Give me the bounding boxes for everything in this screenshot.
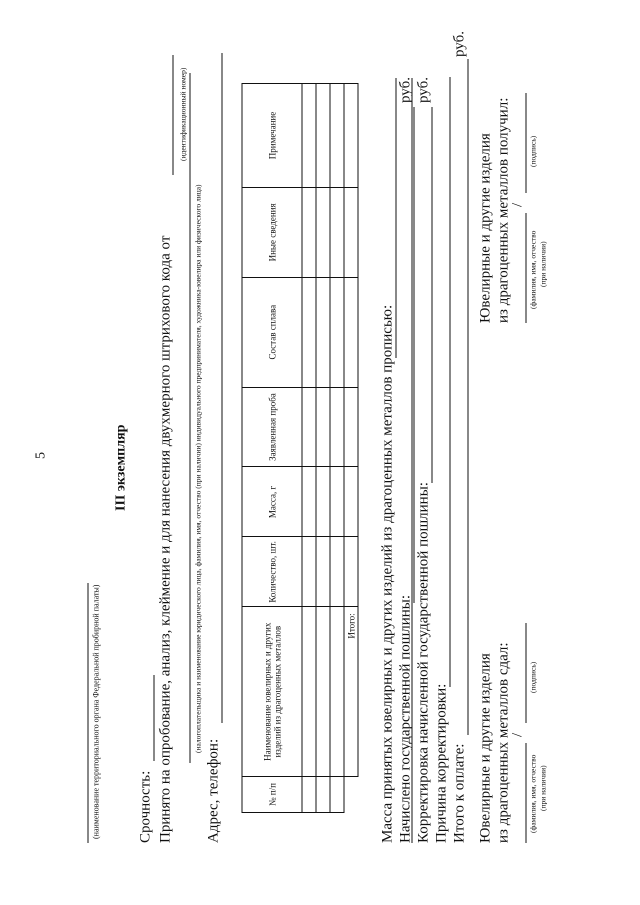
payer-caption: (налогоплательщика и наименование юридического лица, фамилия, имя, отчество (при наличии) индивидуального предпринимателя, художника-ювелира или физического лица) — [193, 183, 203, 753]
mass-words-label: Масса принятых ювелирных и других изделий из драгоценных металлов прописью: — [379, 304, 396, 843]
id-number-field[interactable] — [173, 55, 174, 175]
correction-reason-field[interactable] — [450, 77, 451, 687]
fee-correction-field[interactable] — [432, 107, 433, 483]
received-signature-caption: (подпись) — [528, 135, 538, 167]
col-header-quantity: Количество, шт. — [242, 536, 302, 606]
total-pay-label: Итого к оплате: — [451, 743, 468, 843]
handed-over-name-field[interactable] — [526, 743, 527, 843]
table-row[interactable] — [330, 83, 344, 812]
total-pay-field[interactable] — [468, 59, 469, 735]
address-label: Адрес, телефон: — [205, 738, 222, 843]
received-name-field[interactable] — [526, 213, 527, 323]
col-header-number: № п/п — [242, 776, 302, 812]
table-row[interactable] — [302, 83, 316, 812]
copy-title: III экземпляр — [113, 424, 129, 511]
col-header-name: Наименование ювелирных и других изделий из драгоценных металлов — [242, 606, 302, 776]
handed-over-signature-caption: (подпись) — [528, 661, 538, 693]
col-header-note: Примечание — [242, 83, 302, 187]
handed-over-name-caption: (фамилия, имя, отчество — [528, 754, 538, 833]
accepted-text: Принято на опробование, анализ, клеймение и для нанесения двухмерного штрихового кода от — [157, 235, 174, 843]
handed-over-slash: / — [509, 732, 526, 737]
handed-over-name-caption-2: (при наличии) — [538, 764, 548, 811]
total-label: Итого: — [344, 606, 358, 776]
mass-words-field[interactable] — [396, 78, 397, 358]
fee-correction-currency: руб. — [415, 76, 432, 103]
table-header-row — [242, 83, 302, 812]
handed-over-line1: Ювелирные и другие изделия — [477, 652, 494, 843]
fee-correction-label: Корректировка начисленной государственной пошлины: — [415, 481, 432, 843]
received-name-caption: (фамилия, имя, отчество — [528, 230, 538, 309]
page-number: 5 — [33, 451, 49, 459]
handed-over-line2: из драгоценных металлов сдал: — [495, 641, 512, 843]
correction-reason-label: Причина корректировки: — [433, 683, 450, 843]
payer-line[interactable] — [190, 73, 191, 763]
handed-over-signature-field[interactable] — [526, 623, 527, 723]
rotated-form-page — [28, 23, 613, 883]
received-name-caption-2: (при наличии) — [538, 240, 548, 287]
urgency-field[interactable] — [154, 675, 155, 761]
col-header-mass: Масса, г — [242, 467, 302, 537]
table-row[interactable] — [316, 83, 330, 812]
urgency-label: Срочность: — [137, 770, 154, 843]
authority-line — [88, 583, 89, 843]
authority-caption: (наименование территориального органа Федеральной пробирной палаты) — [91, 584, 101, 839]
fee-charged-field[interactable] — [414, 107, 415, 603]
table-total-row — [344, 83, 358, 812]
col-header-alloy-composition: Состав сплава — [242, 277, 302, 387]
col-header-declared-fineness: Заявленная проба — [242, 387, 302, 467]
items-table — [242, 83, 359, 813]
col-header-other-info: Иные сведения — [242, 187, 302, 277]
received-line1: Ювелирные и другие изделия — [477, 132, 494, 323]
fee-charged-currency: руб. — [397, 76, 414, 103]
received-line2: из драгоценных металлов получил: — [495, 97, 512, 323]
fee-charged-label: Начислено государственной пошлины: — [397, 594, 414, 843]
total-pay-currency: руб. — [451, 30, 468, 57]
received-signature-field[interactable] — [526, 93, 527, 193]
id-number-caption: (идентификационный номер) — [178, 67, 188, 161]
received-slash: / — [509, 202, 526, 207]
address-field[interactable] — [222, 53, 223, 723]
